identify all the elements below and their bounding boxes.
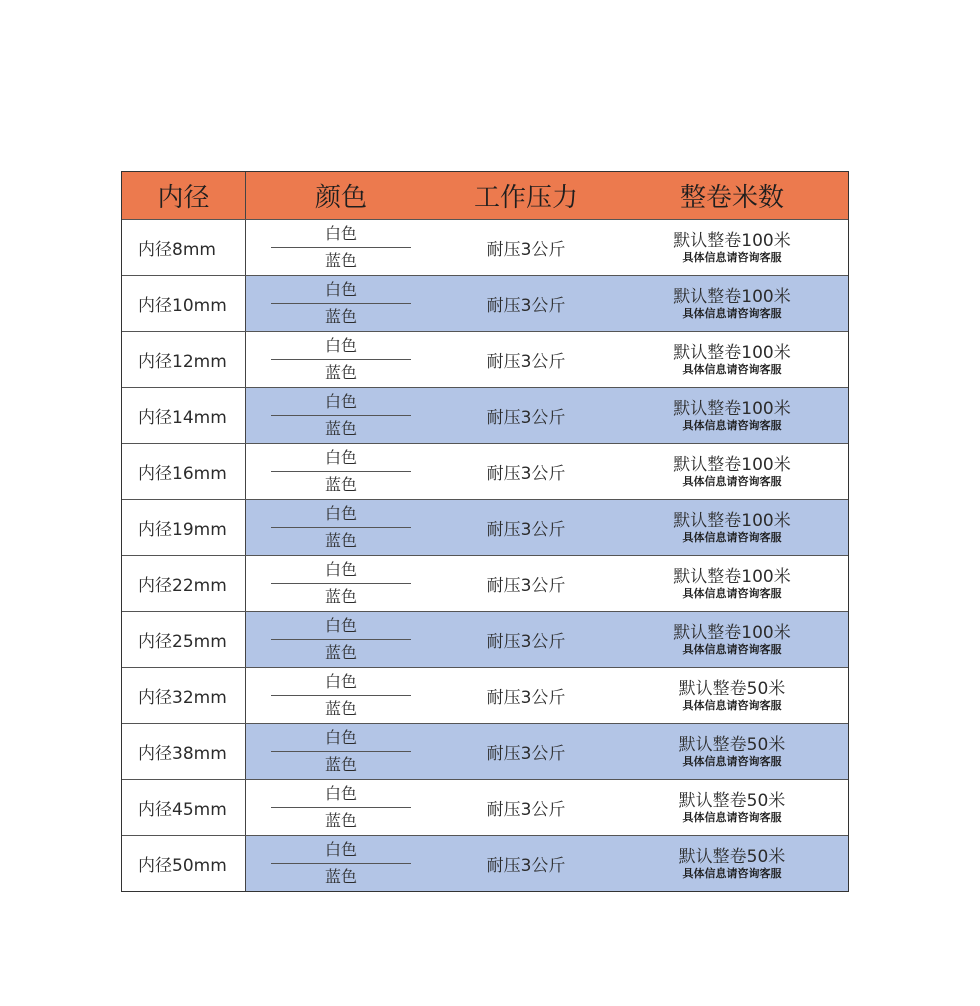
pressure-cell: 耐压3公斤 — [486, 688, 566, 708]
color-cell — [246, 444, 436, 499]
color-divider — [271, 751, 411, 752]
color-cell — [246, 612, 436, 667]
length-value: 默认整卷100米 — [673, 230, 791, 251]
pressure-cell: 耐压3公斤 — [486, 800, 566, 820]
color-cell — [246, 332, 436, 387]
color-cell — [246, 556, 436, 611]
color-white-label: 白色 — [324, 560, 357, 579]
color-white-label: 白色 — [324, 784, 357, 803]
header-length: 整卷米数 — [679, 183, 784, 213]
color-white-label: 白色 — [324, 504, 357, 523]
color-divider — [271, 695, 411, 696]
color-blue-label: 蓝色 — [324, 867, 357, 886]
size-cell: 内径19mm — [122, 500, 246, 555]
length-note: 具体信息请咨询客服 — [682, 250, 782, 264]
table-row — [122, 723, 848, 779]
color-cell — [246, 220, 436, 275]
length-note: 具体信息请咨询客服 — [682, 698, 782, 712]
color-blue-label: 蓝色 — [324, 363, 357, 382]
length-value: 默认整卷100米 — [673, 622, 791, 643]
color-white-label: 白色 — [324, 448, 357, 467]
size-cell: 内径32mm — [122, 668, 246, 723]
pressure-cell: 耐压3公斤 — [436, 836, 616, 891]
color-divider — [271, 863, 411, 864]
length-cell — [616, 276, 848, 331]
length-note: 具体信息请咨询客服 — [682, 362, 782, 376]
color-cell — [246, 500, 436, 555]
length-cell — [616, 836, 848, 891]
length-value: 默认整卷100米 — [673, 566, 791, 587]
length-cell — [616, 388, 848, 443]
color-divider — [271, 639, 411, 640]
pressure-cell: 耐压3公斤 — [436, 500, 616, 555]
length-value: 默认整卷50米 — [678, 846, 786, 867]
color-blue-label: 蓝色 — [324, 699, 357, 718]
length-cell — [616, 556, 848, 611]
length-cell — [616, 332, 848, 387]
color-blue-label: 蓝色 — [324, 643, 357, 662]
length-value: 默认整卷100米 — [673, 454, 791, 475]
color-divider — [271, 415, 411, 416]
table-header — [122, 172, 848, 219]
length-note: 具体信息请咨询客服 — [682, 418, 782, 432]
color-blue-label: 蓝色 — [324, 531, 357, 550]
color-blue-label: 蓝色 — [324, 587, 357, 606]
color-divider — [271, 247, 411, 248]
length-value: 默认整卷50米 — [678, 678, 786, 699]
size-cell: 内径22mm — [122, 556, 246, 611]
color-white-label: 白色 — [324, 280, 357, 299]
length-cell — [616, 668, 848, 723]
length-cell — [616, 444, 848, 499]
length-note: 具体信息请咨询客服 — [682, 810, 782, 824]
table-row — [122, 219, 848, 275]
color-blue-label: 蓝色 — [324, 251, 357, 270]
length-value: 默认整卷50米 — [678, 790, 786, 811]
color-white-label: 白色 — [324, 616, 357, 635]
length-note: 具体信息请咨询客服 — [682, 530, 782, 544]
table-row — [122, 779, 848, 835]
pressure-cell: 耐压3公斤 — [486, 240, 566, 260]
table-row — [122, 275, 848, 331]
table-row — [122, 555, 848, 611]
table-body — [122, 219, 848, 891]
length-note: 具体信息请咨询客服 — [682, 306, 782, 320]
pressure-cell: 耐压3公斤 — [486, 576, 566, 596]
color-blue-label: 蓝色 — [324, 419, 357, 438]
pressure-cell: 耐压3公斤 — [436, 724, 616, 779]
length-cell — [616, 500, 848, 555]
color-blue-label: 蓝色 — [324, 755, 357, 774]
size-cell: 内径16mm — [122, 444, 246, 499]
size-cell: 内径45mm — [122, 780, 246, 835]
length-note: 具体信息请咨询客服 — [682, 586, 782, 600]
color-cell — [246, 724, 436, 779]
size-cell: 内径38mm — [122, 724, 246, 779]
length-cell — [616, 220, 848, 275]
pressure-cell: 耐压3公斤 — [436, 388, 616, 443]
color-cell — [246, 668, 436, 723]
table-row — [122, 835, 848, 891]
pressure-cell: 耐压3公斤 — [486, 352, 566, 372]
pressure-cell: 耐压3公斤 — [436, 276, 616, 331]
length-value: 默认整卷100米 — [673, 510, 791, 531]
color-white-label: 白色 — [324, 392, 357, 411]
color-cell — [246, 276, 436, 331]
table-row — [122, 499, 848, 555]
spec-table — [121, 171, 849, 892]
pressure-cell: 耐压3公斤 — [436, 612, 616, 667]
table-row — [122, 331, 848, 387]
length-value: 默认整卷100米 — [673, 398, 791, 419]
length-value: 默认整卷50米 — [678, 734, 786, 755]
table-row — [122, 611, 848, 667]
length-note: 具体信息请咨询客服 — [682, 866, 782, 880]
color-divider — [271, 303, 411, 304]
length-note: 具体信息请咨询客服 — [682, 754, 782, 768]
table-row — [122, 443, 848, 499]
color-cell — [246, 836, 436, 891]
length-cell — [616, 780, 848, 835]
color-white-label: 白色 — [324, 728, 357, 747]
length-cell — [616, 724, 848, 779]
color-divider — [271, 359, 411, 360]
color-blue-label: 蓝色 — [324, 811, 357, 830]
header-color: 颜色 — [314, 183, 367, 213]
color-cell — [246, 388, 436, 443]
size-cell: 内径10mm — [122, 276, 246, 331]
color-divider — [271, 527, 411, 528]
size-cell: 内径14mm — [122, 388, 246, 443]
header-size: 内径 — [122, 172, 246, 219]
table-row — [122, 667, 848, 723]
color-blue-label: 蓝色 — [324, 475, 357, 494]
color-divider — [271, 807, 411, 808]
length-value: 默认整卷100米 — [673, 342, 791, 363]
length-note: 具体信息请咨询客服 — [682, 642, 782, 656]
color-white-label: 白色 — [324, 672, 357, 691]
color-white-label: 白色 — [324, 224, 357, 243]
size-cell: 内径8mm — [122, 220, 246, 275]
size-cell: 内径50mm — [122, 836, 246, 891]
pressure-cell: 耐压3公斤 — [486, 464, 566, 484]
color-blue-label: 蓝色 — [324, 307, 357, 326]
color-cell — [246, 780, 436, 835]
length-note: 具体信息请咨询客服 — [682, 474, 782, 488]
size-cell: 内径12mm — [122, 332, 246, 387]
length-cell — [616, 612, 848, 667]
size-cell: 内径25mm — [122, 612, 246, 667]
color-divider — [271, 583, 411, 584]
table-row — [122, 387, 848, 443]
color-white-label: 白色 — [324, 840, 357, 859]
header-pressure: 工作压力 — [473, 183, 578, 213]
length-value: 默认整卷100米 — [673, 286, 791, 307]
color-divider — [271, 471, 411, 472]
color-white-label: 白色 — [324, 336, 357, 355]
